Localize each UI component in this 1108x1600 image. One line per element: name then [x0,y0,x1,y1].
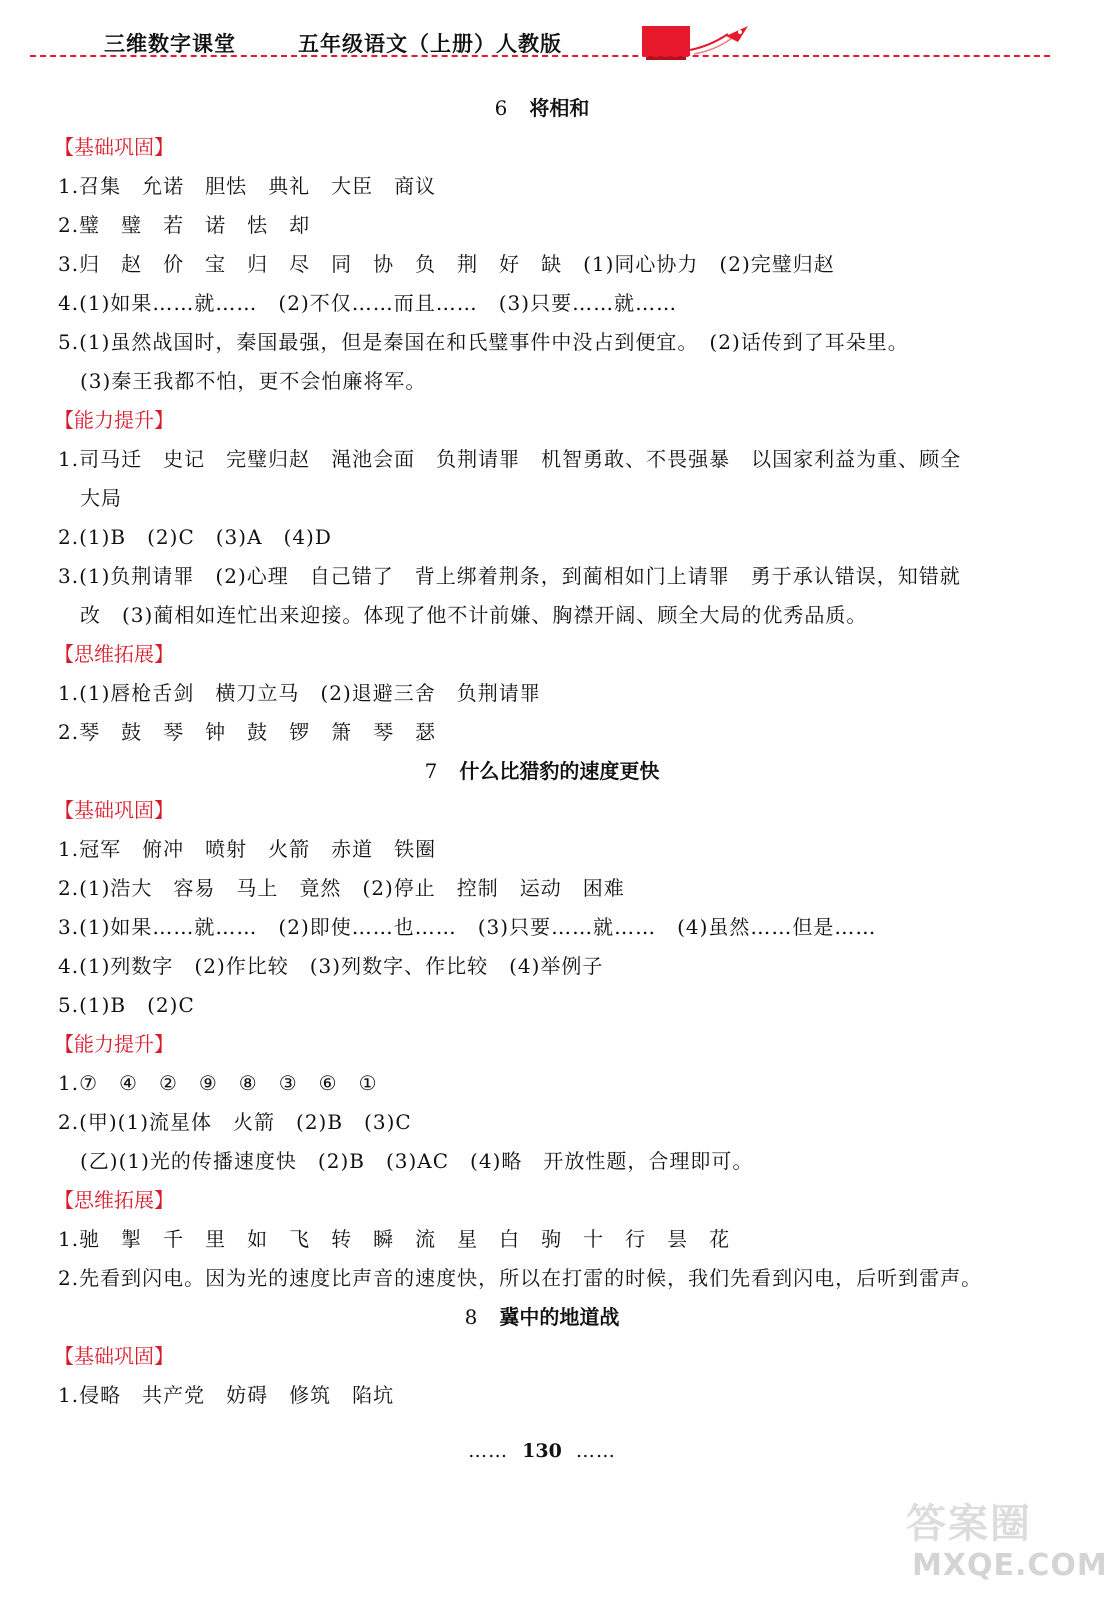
answer-line: 1.召集 允诺 胆怯 典礼 大臣 商议 [58,174,437,198]
section-tag: 【基础巩固】 [54,135,174,159]
answer-line: 2.(1)B (2)C (3)A (4)D [58,525,332,549]
answer-line: 3.(1)负荆请罪 (2)心理 自己错了 背上绑着荆条，到蔺相如门上请罪 勇于承认错误，知错就 [58,564,961,588]
answer-line: 4.(1)如果……就…… (2)不仅……而且…… (3)只要……就…… [58,291,678,315]
answer-line: 3.归 赵 价 宝 归 尽 同 协 负 荆 好 缺 (1)同心协力 (2)完璧归赵 [58,252,835,276]
answer-line: 1.⑦ ④ ② ⑨ ⑧ ③ ⑥ ① [58,1071,378,1095]
answer-line: 2.先看到闪电。因为光的速度比声音的速度快，所以在打雷的时候，我们先看到闪电，后听到雷声。 [58,1266,983,1290]
section-tag: 【思维拓展】 [54,1188,174,1212]
answer-line: 5.(1)虽然战国时，秦国最强，但是秦国在和氏璧事件中没占到便宜。 (2)话传到了耳朵里。 [58,330,909,354]
page-dots-right: …… [575,1440,616,1462]
watermark-text: 答案圈 [906,1501,1032,1547]
lesson-title [0,1301,1084,1330]
section-tag: 【基础巩固】 [54,798,174,822]
page-number [0,1440,1084,1462]
answer-line: 2.(1)浩大 容易 马上 竟然 (2)停止 控制 运动 困难 [58,876,625,900]
series-title: 三维数字课堂 [104,32,236,56]
answer-line: 1.司马迁 史记 完璧归赵 渑池会面 负荆请罪 机智勇敢、不畏强暴 以国家利益为重、顾全 [58,447,962,471]
answer-line: 2.琴 鼓 琴 钟 鼓 锣 箫 琴 瑟 [58,720,437,744]
answer-line: (3)秦王我都不怕，更不会怕廉将军。 [80,369,427,393]
answer-line: 3.(1)如果……就…… (2)即使……也…… (3)只要……就…… (4)虽然……但是…… [58,915,877,939]
lesson-number: 8 [464,1305,478,1329]
answer-line: 5.(1)B (2)C [58,993,195,1017]
watermark-logo [906,1490,1108,1590]
watermark-url: MXQE.COM [912,1548,1108,1583]
answer-line: 1.冠军 俯冲 喷射 火箭 赤道 铁圈 [58,837,437,861]
answer-line: 1.侵略 共产党 妨碍 修筑 陷坑 [58,1383,395,1407]
answer-line: 1.(1)唇枪舌剑 横刀立马 (2)退避三舍 负荆请罪 [58,681,541,705]
lesson-number: 6 [494,96,508,120]
lesson-title [0,755,1084,784]
answer-line: 2.(甲)(1)流星体 火箭 (2)B (3)C [58,1110,412,1134]
page-number-value: 130 [522,1440,562,1462]
book-title: 五年级语文（上册）人教版 [298,32,562,56]
lesson-title-text: 将相和 [529,96,590,120]
lesson-title-text: 冀中的地道战 [499,1305,620,1329]
section-tag: 【能力提升】 [54,1032,174,1056]
lesson-number: 7 [424,759,438,783]
answer-line: 1.驰 掣 千 里 如 飞 转 瞬 流 星 白 驹 十 行 昙 花 [58,1227,731,1251]
answer-line: 大局 [80,486,122,510]
answer-line: 2.璧 璧 若 诺 怯 却 [58,213,311,237]
section-tag: 【能力提升】 [54,408,174,432]
section-tag: 【基础巩固】 [54,1344,174,1368]
answer-line: 改 (3)蔺相如连忙出来迎接。体现了他不计前嫌、胸襟开阔、顾全大局的优秀品质。 [80,603,868,627]
answer-line: (乙)(1)光的传播速度快 (2)B (3)AC (4)略 开放性题，合理即可。 [80,1149,754,1173]
answer-line: 4.(1)列数字 (2)作比较 (3)列数字、作比较 (4)举例子 [58,954,604,978]
lesson-title [0,92,1084,121]
section-tag: 【思维拓展】 [54,642,174,666]
lesson-title-text: 什么比猎豹的速度更快 [459,759,660,783]
page-dots-left: …… [468,1440,509,1462]
